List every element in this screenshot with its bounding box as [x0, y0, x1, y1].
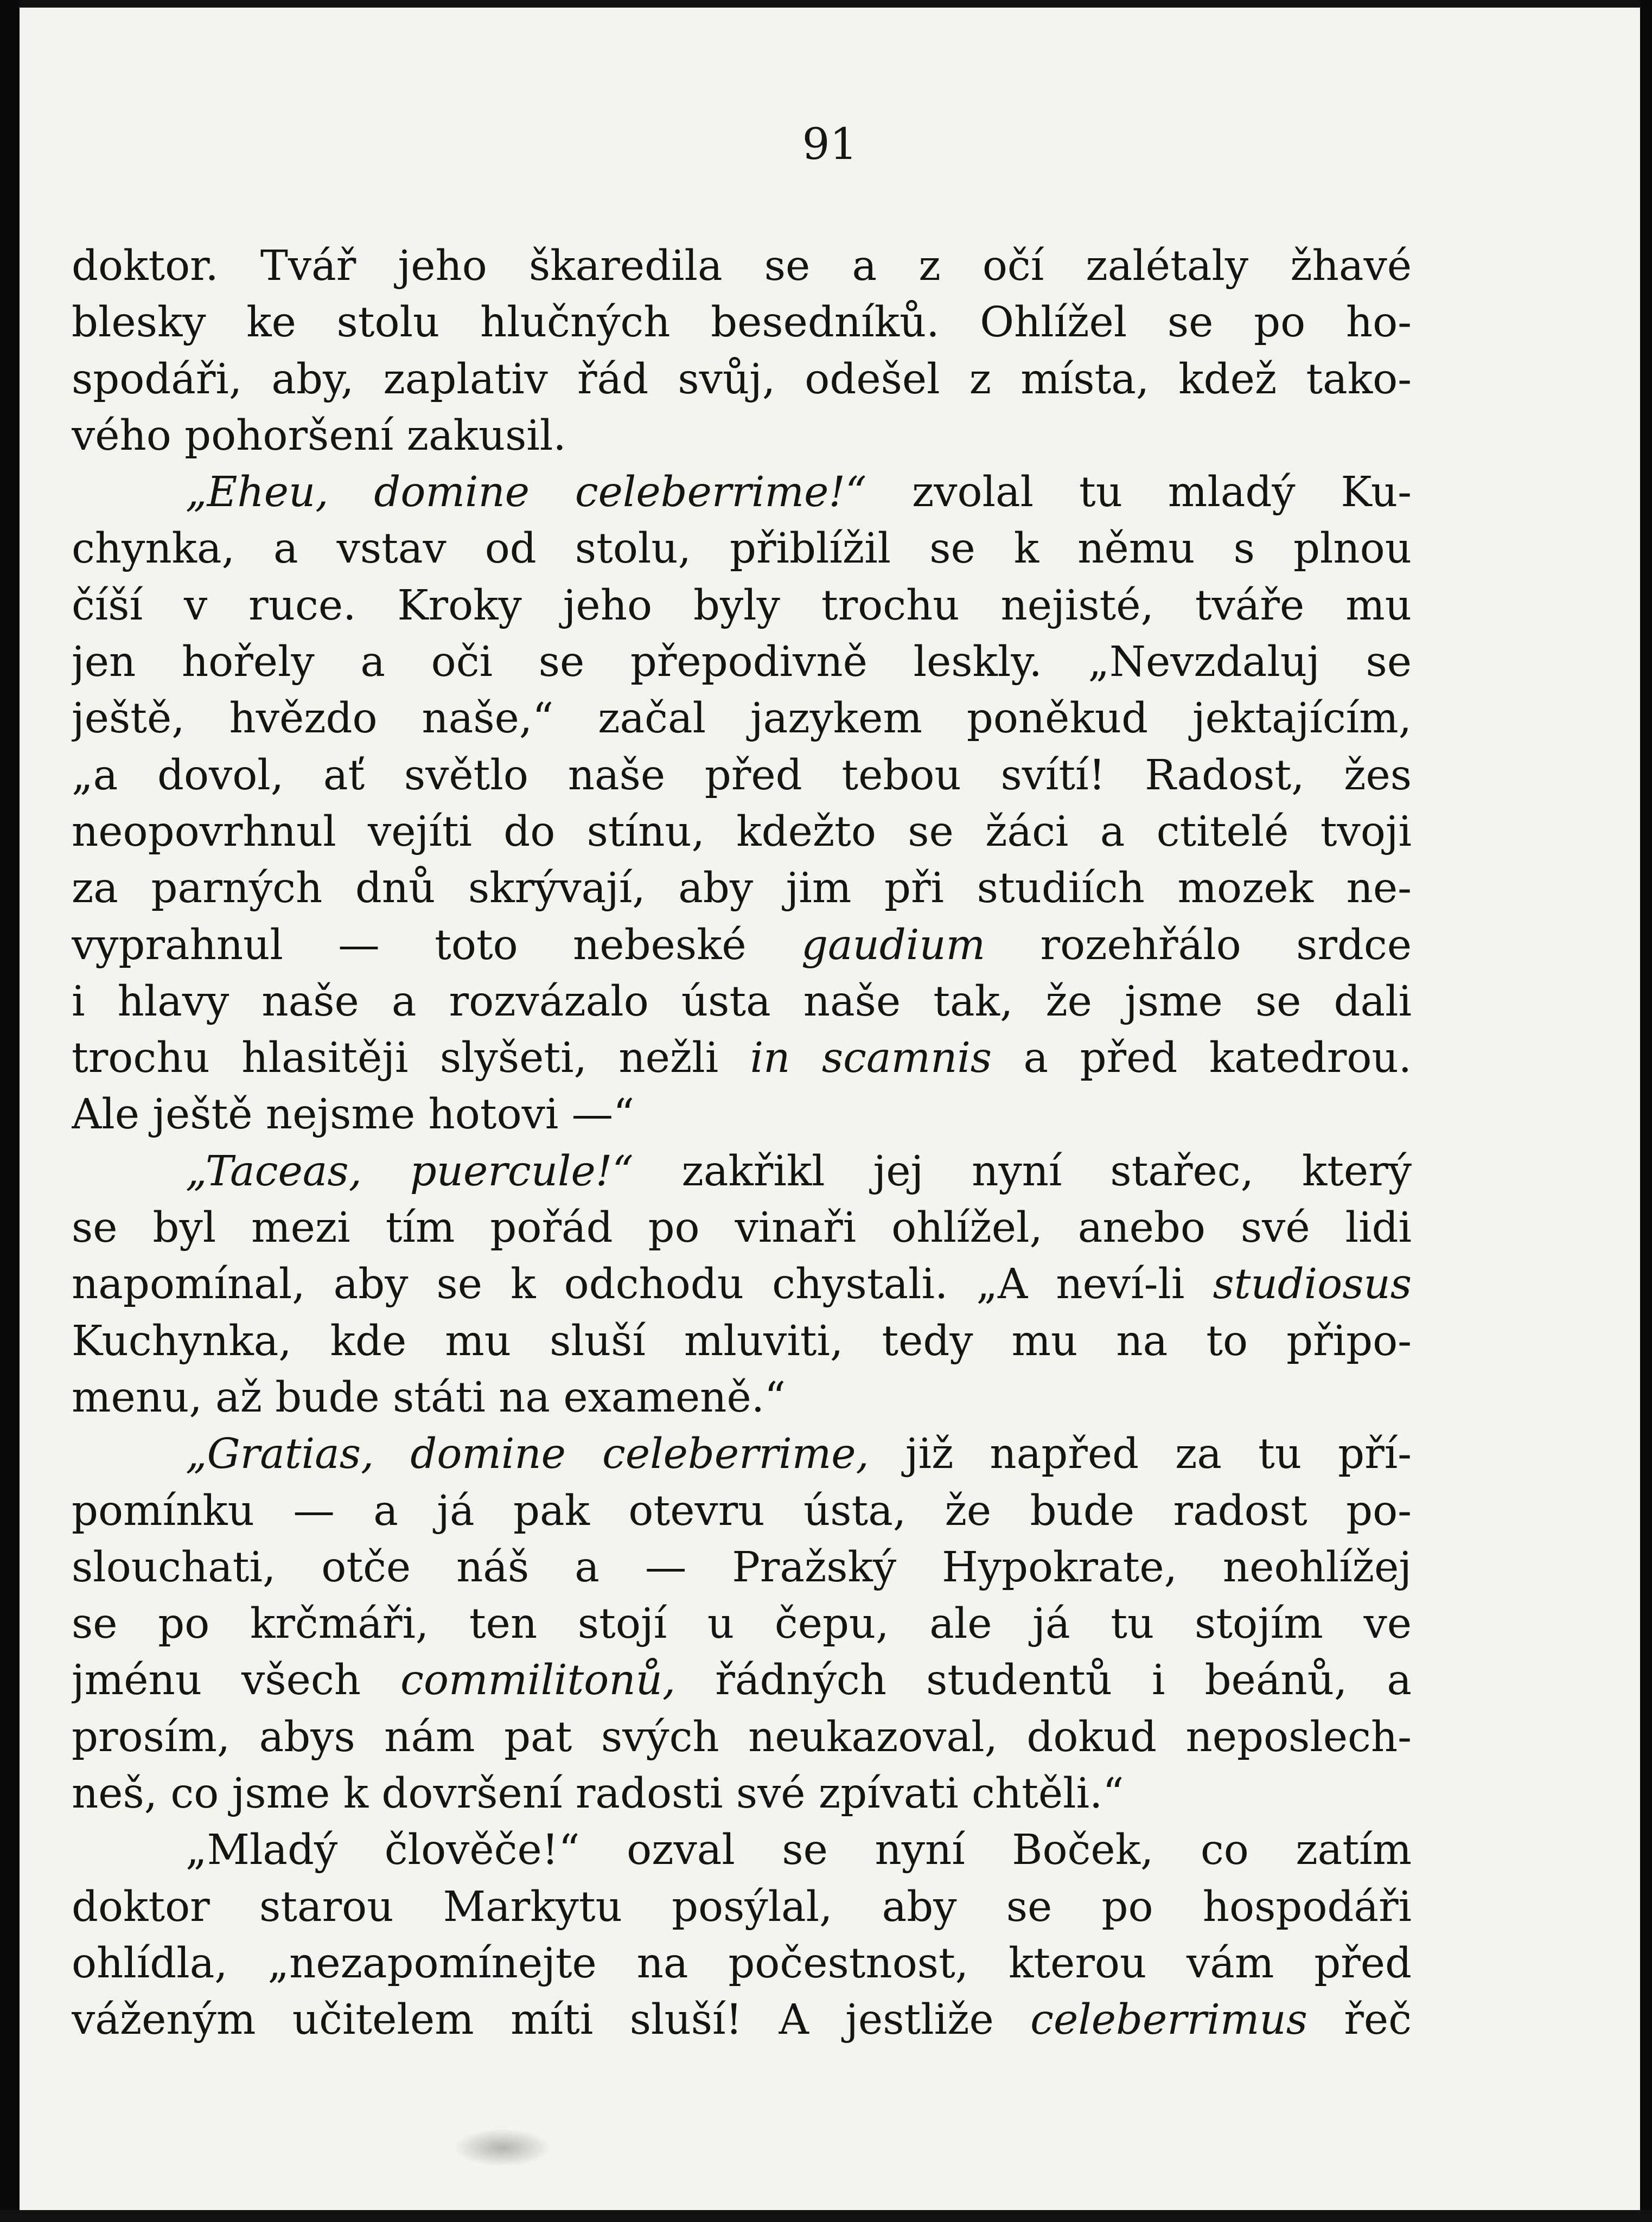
text-line	[72, 521, 1412, 577]
text-line	[72, 1822, 1412, 1879]
italic-text: „Gratias, domine celeberrime,	[186, 1430, 869, 1479]
text-line	[72, 1992, 1412, 2048]
text-line	[72, 634, 1412, 691]
text-segment: řeč	[1307, 1996, 1412, 2045]
text-segment: napomínal, aby se k odchodu chystali. „A neví-li	[72, 1260, 1213, 1309]
text-segment: ohlídla, „nezapomínejte na počestnost, kterou vám před	[72, 1939, 1412, 1988]
text-line	[72, 1256, 1412, 1313]
text-line	[72, 1313, 1412, 1370]
text-line	[72, 748, 1412, 804]
text-line	[72, 464, 1412, 521]
text-segment: vyprahnul — toto nebeské	[72, 921, 802, 969]
text-line	[72, 408, 1412, 464]
text-segment: číší v ruce. Kroky jeho byly trochu nejisté, tváře mu	[72, 581, 1412, 630]
italic-text: commilitonů,	[400, 1656, 676, 1705]
text-segment: spodáři, aby, zaplativ řád svůj, odešel z místa, kdež tako-	[72, 355, 1412, 404]
text-segment: rozehřálo srdce	[985, 921, 1412, 969]
scan-border-left	[0, 0, 20, 2222]
text-line	[72, 1652, 1412, 1709]
text-line	[72, 1766, 1412, 1822]
text-line	[72, 1936, 1412, 1992]
text-line	[72, 1540, 1412, 1596]
text-segment: již napřed za tu pří-	[869, 1430, 1412, 1479]
text-segment: Kuchynka, kde mu sluší mluviti, tedy mu na to připo-	[72, 1317, 1412, 1365]
text-segment: neš, co jsme k dovršení radosti své zpívati chtěli.“	[72, 1770, 1124, 1818]
text-line	[72, 352, 1412, 408]
text-line	[72, 691, 1412, 747]
scan-border-bottom	[0, 2210, 1652, 2222]
italic-text: „Eheu, domine celeberrime!“	[186, 468, 867, 517]
text-segment: blesky ke stolu hlučných besedníků. Ohlížel se po ho-	[72, 298, 1412, 347]
text-line	[72, 578, 1412, 634]
text-line	[72, 1144, 1412, 1200]
italic-text: gaudium	[801, 921, 986, 969]
text-segment: chynka, a vstav od stolu, přiblížil se k němu s plnou	[72, 525, 1412, 573]
text-segment: váženým učitelem míti sluší! A jestliže	[72, 1996, 1031, 2045]
text-line	[72, 1030, 1412, 1087]
text-segment: Ale ještě nejsme hotovi —“	[72, 1090, 635, 1139]
text-line	[72, 1709, 1412, 1766]
text-line	[72, 917, 1412, 974]
text-line	[72, 974, 1412, 1030]
italic-text: in scamnis	[750, 1034, 992, 1083]
text-segment: neopovrhnul vejíti do stínu, kdežto se žáci a ctitelé tvoji	[72, 807, 1412, 856]
text-segment: prosím, abys nám pat svých neukazoval, dokud neposlech-	[72, 1713, 1412, 1761]
text-segment: doktor. Tvář jeho škaredila se a z očí zalétaly žhavé	[72, 242, 1412, 290]
text-line	[72, 1087, 1412, 1143]
italic-text: celeberrimus	[1030, 1996, 1307, 2045]
body-text	[72, 238, 1412, 2049]
text-segment: řádných studentů i beánů, a	[675, 1656, 1412, 1705]
scan-border-top	[0, 0, 1652, 8]
text-segment: se byl mezi tím pořád po vinaři ohlížel, anebo své lidi	[72, 1204, 1412, 1253]
text-segment: trochu hlasitěji slyšeti, nežli	[72, 1034, 750, 1083]
text-segment: ještě, hvězdo naše,“ začal jazykem poněkud jektajícím,	[72, 694, 1412, 743]
text-segment: se po krčmáři, ten stojí u čepu, ale já tu stojím ve	[72, 1600, 1412, 1649]
text-segment: „Mladý člověče!“ ozval se nyní Boček, co zatím	[186, 1826, 1412, 1875]
book-page	[20, 8, 1640, 2210]
text-segment: slouchati, otče náš a — Pražský Hypokrate, neohlížej	[72, 1543, 1412, 1592]
text-line	[72, 238, 1412, 295]
text-segment: jménu všech	[72, 1656, 401, 1705]
text-segment: jen hořely a oči se přepodivně leskly. „Nevzdaluj se	[72, 638, 1412, 687]
scan-border-right	[1640, 0, 1652, 2222]
ink-smudge	[454, 2129, 551, 2167]
text-line	[72, 1483, 1412, 1540]
text-segment: i hlavy naše a rozvázalo ústa naše tak, že jsme se dali	[72, 977, 1412, 1026]
text-line	[72, 860, 1412, 917]
text-line	[72, 1370, 1412, 1426]
text-line	[72, 1879, 1412, 1936]
text-line	[72, 1426, 1412, 1483]
italic-text: studiosus	[1213, 1260, 1412, 1309]
text-line	[72, 804, 1412, 860]
italic-text: „Taceas, puercule!“	[186, 1147, 634, 1196]
text-segment: a před katedrou.	[992, 1034, 1412, 1083]
text-line	[72, 1200, 1412, 1256]
page-number: 91	[802, 119, 858, 169]
text-segment: doktor starou Markytu posýlal, aby se po hospodáři	[72, 1882, 1412, 1931]
text-segment: menu, až bude státi na exameně.“	[72, 1373, 786, 1422]
text-line	[72, 1596, 1412, 1652]
text-line	[72, 295, 1412, 351]
text-segment: zvolal tu mladý Ku-	[866, 468, 1412, 517]
text-segment: zakřikl jej nyní stařec, který	[633, 1147, 1412, 1196]
text-segment: pomínku — a já pak otevru ústa, že bude radost po-	[72, 1486, 1412, 1535]
text-segment: vého pohoršení zakusil.	[72, 411, 566, 460]
text-segment: za parných dnů skrývají, aby jim při studiích mozek ne-	[72, 864, 1412, 913]
text-segment: „a dovol, ať světlo naše před tebou svítí! Radost, žes	[72, 751, 1412, 800]
